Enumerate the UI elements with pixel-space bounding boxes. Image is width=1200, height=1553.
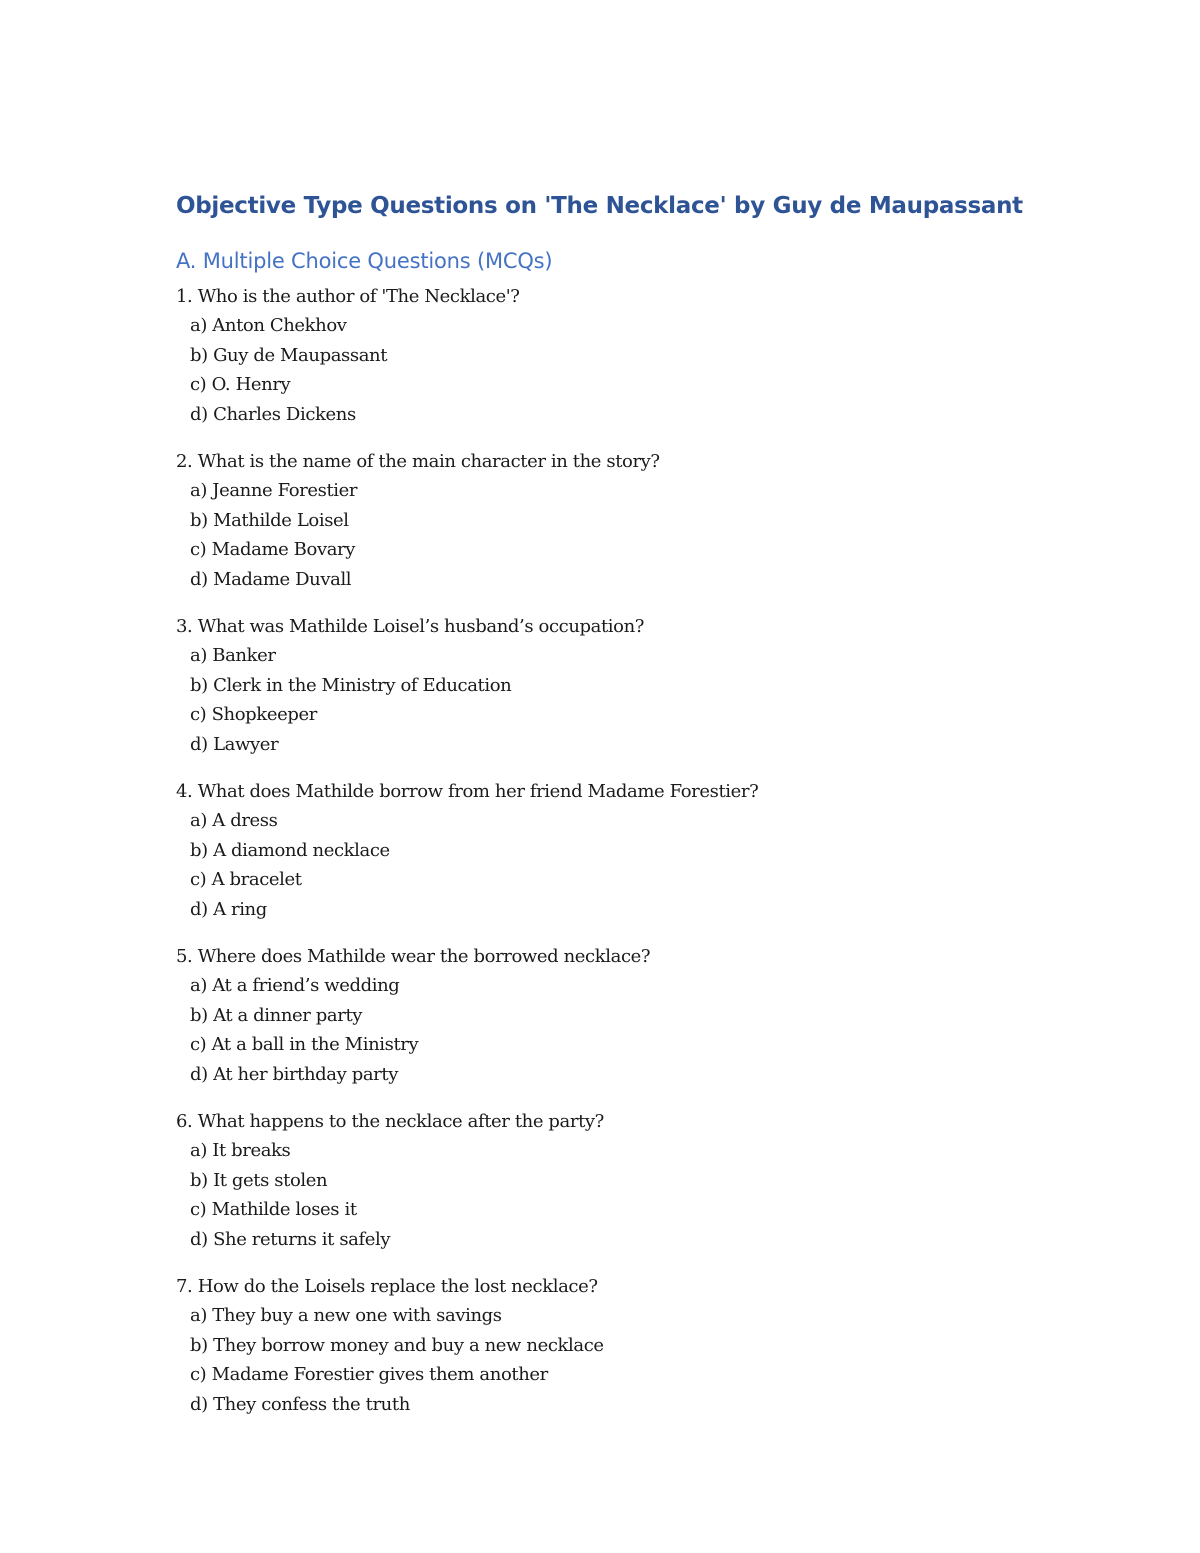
answer-option: a) Jeanne Forestier xyxy=(190,480,358,501)
answer-option: c) Mathilde loses it xyxy=(190,1199,357,1220)
question-text: 7. How do the Loisels replace the lost necklace? xyxy=(176,1276,598,1297)
answer-option: c) Madame Forestier gives them another xyxy=(190,1364,548,1385)
question-item xyxy=(176,447,1076,594)
question-item xyxy=(176,777,1076,924)
answer-option: d) Charles Dickens xyxy=(190,403,356,425)
answer-option: d) She returns it safely xyxy=(190,1228,391,1250)
document-title: Objective Type Questions on 'The Necklace' by Guy de Maupassant xyxy=(176,193,1023,219)
question-item xyxy=(176,942,1076,1089)
question-item xyxy=(176,282,1076,429)
answer-option: d) Madame Duvall xyxy=(190,568,352,590)
answer-option: d) They confess the truth xyxy=(190,1393,410,1415)
answer-option: c) Madame Bovary xyxy=(190,539,356,560)
answer-option: b) Guy de Maupassant xyxy=(190,344,388,366)
answer-option: b) At a dinner party xyxy=(190,1004,363,1026)
answer-option: a) A dress xyxy=(190,810,278,831)
question-text: 4. What does Mathilde borrow from her friend Madame Forestier? xyxy=(176,781,759,802)
answer-option: a) At a friend’s wedding xyxy=(190,975,400,996)
answer-option: c) At a ball in the Ministry xyxy=(190,1034,419,1055)
question-item xyxy=(176,612,1076,759)
answer-option: b) A diamond necklace xyxy=(190,839,390,861)
question-item xyxy=(176,1272,1076,1419)
question-text: 1. Who is the author of 'The Necklace'? xyxy=(176,286,520,307)
question-text: 5. Where does Mathilde wear the borrowed necklace? xyxy=(176,946,651,967)
answer-option: c) A bracelet xyxy=(190,869,302,890)
question-text: 3. What was Mathilde Loisel’s husband’s occupation? xyxy=(176,616,645,637)
answer-option: c) O. Henry xyxy=(190,374,291,395)
document-content xyxy=(176,190,1076,1437)
answer-option: d) A ring xyxy=(190,898,267,920)
question-item xyxy=(176,1107,1076,1254)
answer-option: b) It gets stolen xyxy=(190,1169,328,1191)
answer-option: b) Clerk in the Ministry of Education xyxy=(190,674,512,696)
answer-option: d) At her birthday party xyxy=(190,1063,398,1085)
section-heading: A. Multiple Choice Questions (MCQs) xyxy=(176,249,553,273)
answer-option: a) Banker xyxy=(190,645,276,666)
question-text: 2. What is the name of the main character in the story? xyxy=(176,451,660,472)
answer-option: a) Anton Chekhov xyxy=(190,315,347,336)
answer-option: b) They borrow money and buy a new necklace xyxy=(190,1334,604,1356)
answer-option: a) They buy a new one with savings xyxy=(190,1305,502,1326)
answer-option: a) It breaks xyxy=(190,1140,291,1161)
answer-option: c) Shopkeeper xyxy=(190,704,317,725)
question-list xyxy=(176,282,1076,1419)
answer-option: b) Mathilde Loisel xyxy=(190,509,349,531)
question-text: 6. What happens to the necklace after the party? xyxy=(176,1111,604,1132)
answer-option: d) Lawyer xyxy=(190,733,279,755)
